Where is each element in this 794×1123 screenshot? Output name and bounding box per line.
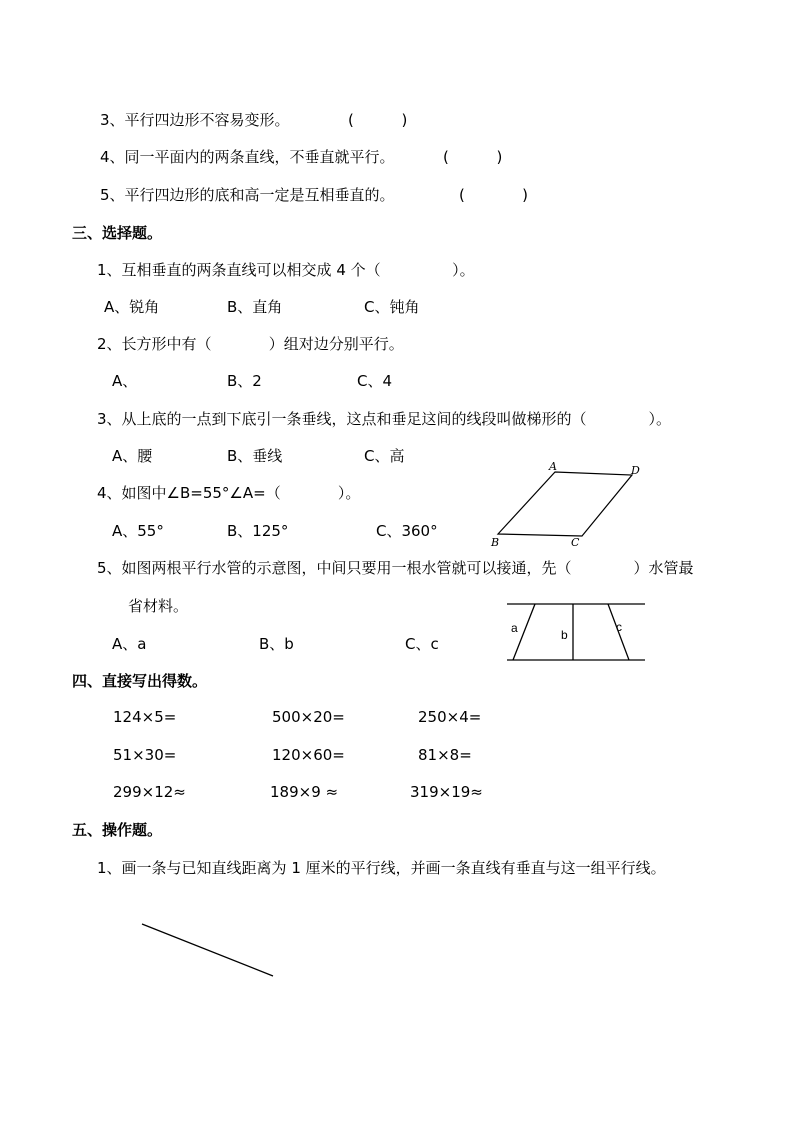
option-a[interactable]: A、锐角 bbox=[104, 298, 160, 316]
given-line-figure bbox=[138, 918, 278, 980]
option-a[interactable]: A、55° bbox=[112, 522, 164, 540]
option-c[interactable]: C、4 bbox=[357, 372, 393, 390]
choice-question-4: 4、如图中∠B=55°∠A=（ ）。 bbox=[97, 484, 361, 502]
pipe-label-c: c bbox=[616, 620, 622, 634]
vertex-label-a: A bbox=[549, 460, 557, 473]
section-heading-operation: 五、操作题。 bbox=[72, 821, 163, 839]
judgement-item-4: 4、同一平面内的两条直线，不垂直就平行。 bbox=[100, 148, 395, 166]
calc-item: 299×12≈ bbox=[113, 783, 186, 801]
answer-blank[interactable]: ( ) bbox=[459, 186, 528, 204]
option-a[interactable]: A、 bbox=[112, 372, 138, 390]
calc-item: 319×19≈ bbox=[410, 783, 483, 801]
option-c[interactable]: C、c bbox=[405, 635, 439, 653]
option-b[interactable]: B、直角 bbox=[227, 298, 283, 316]
vertex-label-b: B bbox=[491, 536, 500, 549]
option-a[interactable]: A、a bbox=[112, 635, 147, 653]
choice-question-5-cont: 省材料。 bbox=[128, 597, 189, 615]
choice-question-3: 3、从上底的一点到下底引一条垂线，这点和垂足这间的线段叫做梯形的（ ）。 bbox=[97, 410, 672, 428]
pipe-label-a: a bbox=[511, 621, 518, 635]
water-pipe-figure bbox=[505, 598, 647, 668]
calc-item: 189×9 ≈ bbox=[270, 783, 339, 801]
judgement-item-5: 5、平行四边形的底和高一定是互相垂直的。 bbox=[100, 186, 395, 204]
choice-question-2: 2、长方形中有（ ）组对边分别平行。 bbox=[97, 335, 404, 353]
section-heading-choice: 三、选择题。 bbox=[72, 224, 163, 242]
choice-question-5: 5、如图两根平行水管的示意图，中间只要用一根水管就可以接通，先（ ）水管最 bbox=[97, 559, 694, 577]
option-b[interactable]: B、2 bbox=[227, 372, 262, 390]
option-c[interactable]: C、钝角 bbox=[364, 298, 420, 316]
calc-item: 250×4= bbox=[418, 708, 482, 726]
option-b[interactable]: B、125° bbox=[227, 522, 289, 540]
operation-question-1: 1、画一条与已知直线距离为 1 厘米的平行线，并画一条直线有垂直与这一组平行线。 bbox=[97, 859, 666, 877]
parallelogram-shape bbox=[498, 472, 632, 536]
calc-item: 81×8= bbox=[418, 746, 472, 764]
pipe-label-b: b bbox=[561, 628, 568, 642]
calc-item: 120×60= bbox=[272, 746, 345, 764]
given-line bbox=[142, 924, 273, 976]
option-c[interactable]: C、360° bbox=[376, 522, 438, 540]
section-heading-calc: 四、直接写出得数。 bbox=[72, 672, 208, 690]
answer-blank[interactable]: ( ) bbox=[443, 148, 503, 166]
calc-item: 124×5= bbox=[113, 708, 177, 726]
judgement-item-3: 3、平行四边形不容易变形。 bbox=[100, 111, 290, 129]
option-a[interactable]: A、腰 bbox=[112, 447, 153, 465]
vertex-label-d: D bbox=[631, 464, 640, 477]
parallelogram-figure bbox=[485, 460, 645, 550]
choice-question-1: 1、互相垂直的两条直线可以相交成 4 个（ ）。 bbox=[97, 261, 475, 279]
calc-item: 51×30= bbox=[113, 746, 177, 764]
vertex-label-c: C bbox=[571, 536, 580, 549]
option-c[interactable]: C、高 bbox=[364, 447, 405, 465]
option-b[interactable]: B、b bbox=[259, 635, 294, 653]
calc-item: 500×20= bbox=[272, 708, 345, 726]
answer-blank[interactable]: ( ) bbox=[348, 111, 408, 129]
option-b[interactable]: B、垂线 bbox=[227, 447, 283, 465]
